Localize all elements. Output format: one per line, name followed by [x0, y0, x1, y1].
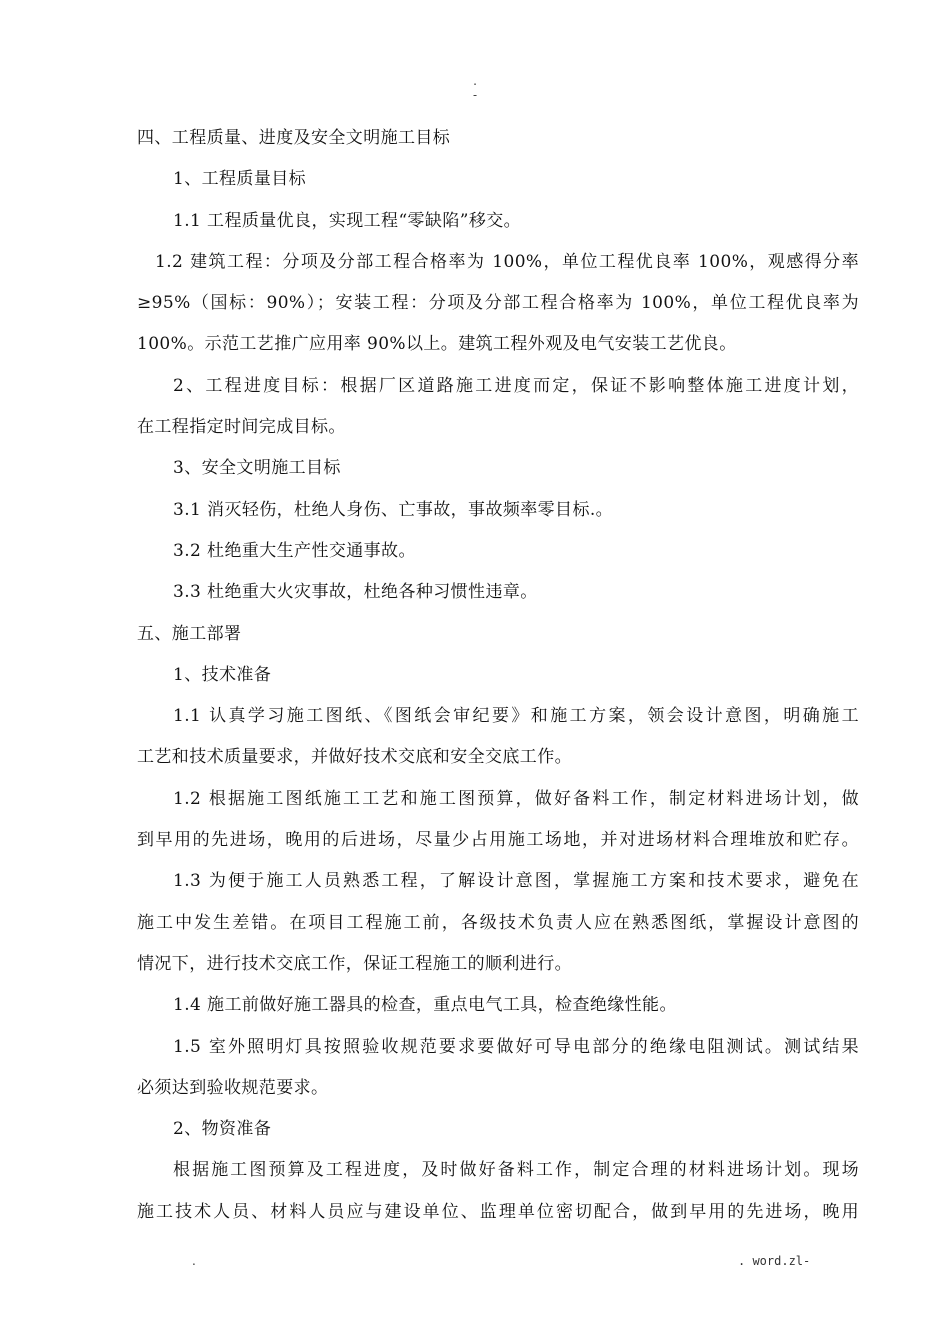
header-dot: . — [473, 74, 477, 88]
paragraph-line: 1.2 根据施工图纸施工工艺和施工图预算，做好备料工作，制定材料进场计划，做 — [173, 788, 859, 809]
paragraph-line: 1.3 为便于施工人员熟悉工程，了解设计意图，掌握施工方案和技术要求，避免在 — [173, 871, 859, 892]
paragraph-line: 2、工程进度目标：根据厂区道路施工进度而定，保证不影响整体施工进度计划， — [173, 375, 859, 396]
footer-left-mark: . — [192, 1254, 196, 1268]
paragraph-line: 1.2 建筑工程：分项及分部工程合格率为 100%，单位工程优良率 100%，观感得分率 — [155, 251, 859, 272]
paragraph-line: 情况下，进行技术交底工作，保证工程施工的顺利进行。 — [137, 953, 572, 974]
paragraph-line: 施工技术人员、材料人员应与建设单位、监理单位密切配合，做到早用的先进场，晚用 — [137, 1201, 859, 1222]
paragraph-line: 3.3 杜绝重大火灾事故，杜绝各种习惯性违章。 — [173, 582, 538, 603]
paragraph-line: 根据施工图预算及工程进度，及时做好备料工作，制定合理的材料进场计划。现场 — [173, 1160, 859, 1181]
header-dash: - — [472, 88, 478, 102]
paragraph-line: 1.5 室外照明灯具按照验收规范要求要做好可导电部分的绝缘电阻测试。测试结果 — [173, 1036, 859, 1057]
paragraph-line: 到早用的先进场，晚用的后进场，尽量少占用施工场地，并对进场材料合理堆放和贮存。 — [137, 830, 859, 851]
subheading-quality: 1、工程质量目标 — [173, 169, 307, 190]
footer-right-mark: . word.zl- — [738, 1254, 811, 1268]
paragraph-line: 100%。示范工艺推广应用率 90%以上。建筑工程外观及电气安装工艺优良。 — [137, 334, 737, 355]
paragraph-line: 3.1 消灭轻伤，杜绝人身伤、亡事故，事故频率零目标.。 — [173, 499, 614, 520]
subheading-material-prep: 2、物资准备 — [173, 1119, 272, 1140]
paragraph-line: 1.1 工程质量优良，实现工程“零缺陷”移交。 — [173, 210, 522, 231]
subheading-tech-prep: 1、技术准备 — [173, 664, 272, 685]
paragraph-line: 工艺和技术质量要求，并做好技术交底和安全交底工作。 — [137, 747, 572, 768]
paragraph-line: 在工程指定时间完成目标。 — [137, 417, 346, 438]
paragraph-line: 3.2 杜绝重大生产性交通事故。 — [173, 540, 416, 561]
page-header-mark — [0, 74, 950, 102]
subheading-safety: 3、安全文明施工目标 — [173, 458, 341, 479]
section-heading-4: 四、工程质量、进度及安全文明施工目标 — [137, 128, 451, 148]
paragraph-line: 必须达到验收规范要求。 — [137, 1077, 329, 1098]
document-body — [137, 118, 859, 1233]
paragraph-line: ≥95%（国标：90%）；安装工程：分项及分部工程合格率为 100%，单位工程优良率为 — [137, 293, 859, 314]
paragraph-line: 施工中发生差错。在项目工程施工前，各级技术负责人应在熟悉图纸，掌握设计意图的 — [137, 912, 859, 933]
paragraph-line: 1.4 施工前做好施工器具的检查，重点电气工具，检查绝缘性能。 — [173, 995, 677, 1016]
paragraph-line: 1.1 认真学习施工图纸、《图纸会审纪要》和施工方案，领会设计意图，明确施工 — [173, 706, 859, 727]
section-heading-5: 五、施工部署 — [137, 623, 242, 644]
